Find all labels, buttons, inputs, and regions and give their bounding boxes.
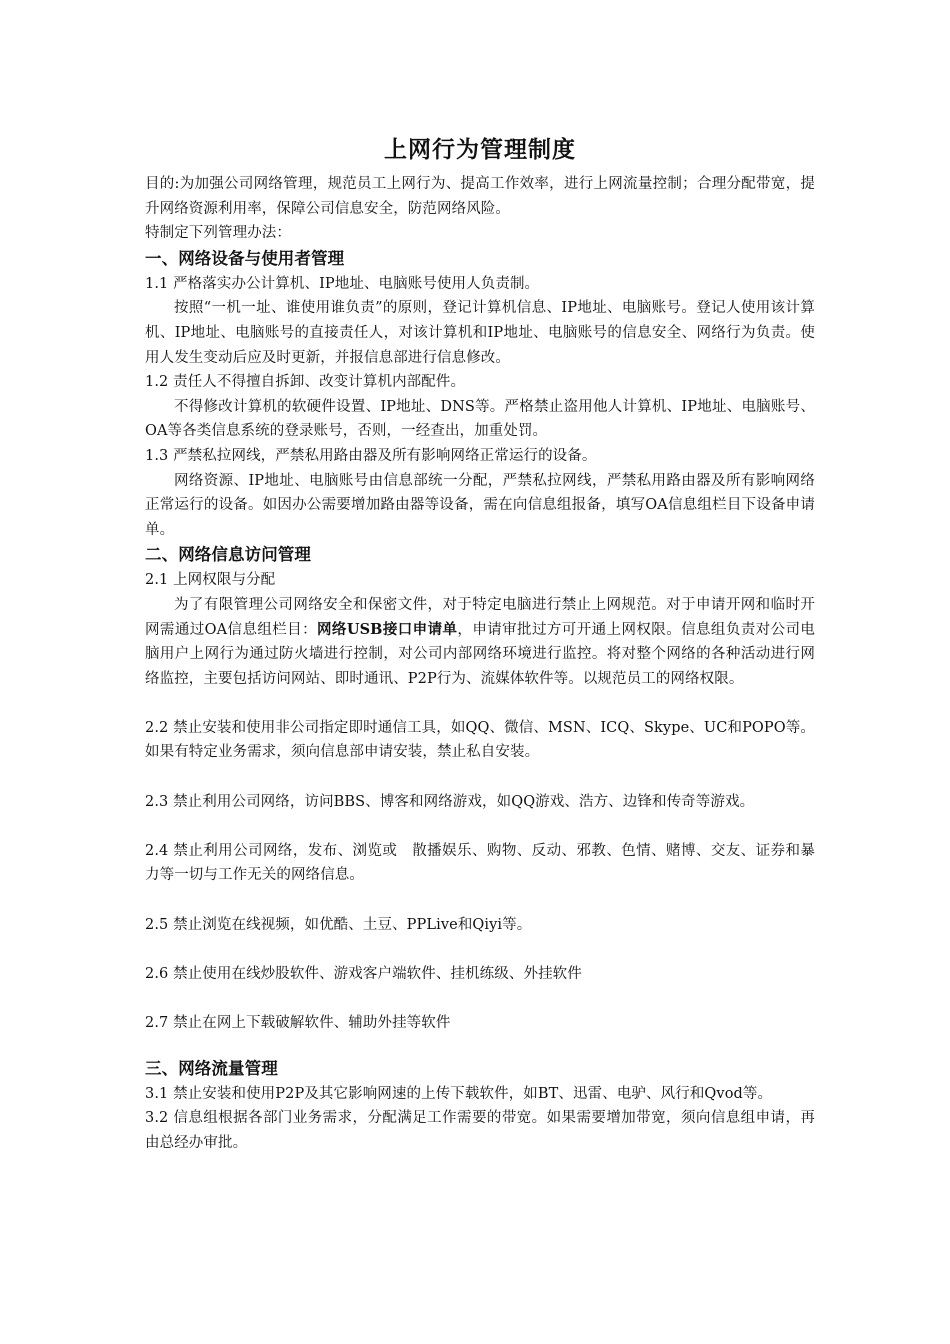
item-1-1-body: 按照“一机一址、谁使用谁负责”的原则，登记计算机信息、IP地址、电脑账号。登记人使用该计算机、IP地址、电脑账号的直接责任人，对该计算机和IP地址、电脑账号的信息安全、网络行为负责。使用人发生变动后应及时更新，并报信息部进行信息修改。 [145,300,815,366]
section-3-heading: 三、网络流量管理 [145,1058,278,1078]
spacer [145,986,815,1011]
document-body [145,132,815,1155]
item-2-1: 2.1 上网权限与分配 [145,572,276,589]
section-2-heading: 二、网络信息访问管理 [145,545,311,565]
spacer [145,691,815,716]
item-2-1-body [145,593,815,691]
item-1-3-body: 网络资源、IP地址、电脑账号由信息部统一分配，严禁私拉网线，严禁私用路由器及所有影响网络正常运行的设备。如因办公需要增加路由器等设备，需在向信息组报备，填写OA信息组栏目下设备申请单。 [145,472,815,538]
item-2-3: 2.3 禁止利用公司网络，访问BBS、博客和网络游戏，如QQ游戏、浩方、边锋和传奇等游戏。 [145,793,755,810]
item-2-7: 2.7 禁止在网上下载破解软件、辅助外挂等软件 [145,1015,451,1031]
section-1-heading: 一、网络设备与使用者管理 [145,248,345,268]
item-2-6: 2.6 禁止使用在线炒股软件、游戏客户端软件、挂机练级、外挂软件 [145,965,582,982]
intro-purpose: 目的:为加强公司网络管理，规范员工上网行为、提高工作效率，进行上网流量控制；合理分配带宽，提升网络资源利用率，保障公司信息安全，防范网络风险。 [145,176,815,217]
usb-application-form: 网络USB接口申请单 [317,620,458,638]
item-1-2-body: 不得修改计算机的软硬件设置、IP地址、DNS等。严格禁止盗用他人计算机、IP地址、电脑账号、OA等各类信息系统的登录账号，否则，一经查出，加重处罚。 [145,398,815,440]
item-2-5: 2.5 禁止浏览在线视频，如优酷、土豆、PPLive和Qiyi等。 [145,916,532,933]
spacer [145,814,815,839]
document-title: 上网行为管理制度 [384,136,576,163]
spacer [145,937,815,962]
intro-special: 特制定下列管理办法： [145,225,291,242]
item-1-1: 1.1 严格落实办公计算机、IP地址、电脑账号使用人负责制。 [145,275,540,292]
item-1-2: 1.2 责任人不得擅自拆卸、改变计算机内部配件。 [145,374,466,391]
item-2-1-body-a: 为了有限管理公司网络安全和保密文件，对于特定电脑进行禁止上网规范。对于申请开网和临时开网需通过OA信息组栏目： [145,596,815,638]
spacer [145,765,815,790]
item-3-1: 3.1 禁止安装和使用P2P及其它影响网速的上传下载软件，如BT、迅雷、电驴、风行和Qvod等。 [145,1085,773,1102]
item-1-3: 1.3 严禁私拉网线，严禁私用路由器及所有影响网络正常运行的设备。 [145,447,597,464]
item-3-2: 3.2 信息组根据各部门业务需求，分配满足工作需要的带宽。如果需要增加带宽，须向信息组申请，再由总经办审批。 [145,1110,815,1151]
spacer [145,1036,815,1056]
spacer [145,888,815,913]
item-2-4: 2.4 禁止利用公司网络，发布、浏览或 散播娱乐、购物、反动、邪教、色情、赌博、交友、证券和暴力等一切与工作无关的网络信息。 [145,842,815,884]
item-2-1-body-b: ，申请审批过方可开通上网权限。信息组负责对公司电脑用户上网行为通过防火墙进行控制，对公司内部网络环境进行监控。将对整个网络的各种活动进行网络监控，主要包括访问网站、即时通讯、P2P行为、流媒体软件等。以规范员工的网络权限。 [145,621,816,687]
item-2-2: 2.2 禁止安装和使用非公司指定即时通信工具，如QQ、微信、MSN、ICQ、Skype、UC和POPO等。如果有特定业务需求，须向信息部申请安装，禁止私自安装。 [145,719,815,761]
